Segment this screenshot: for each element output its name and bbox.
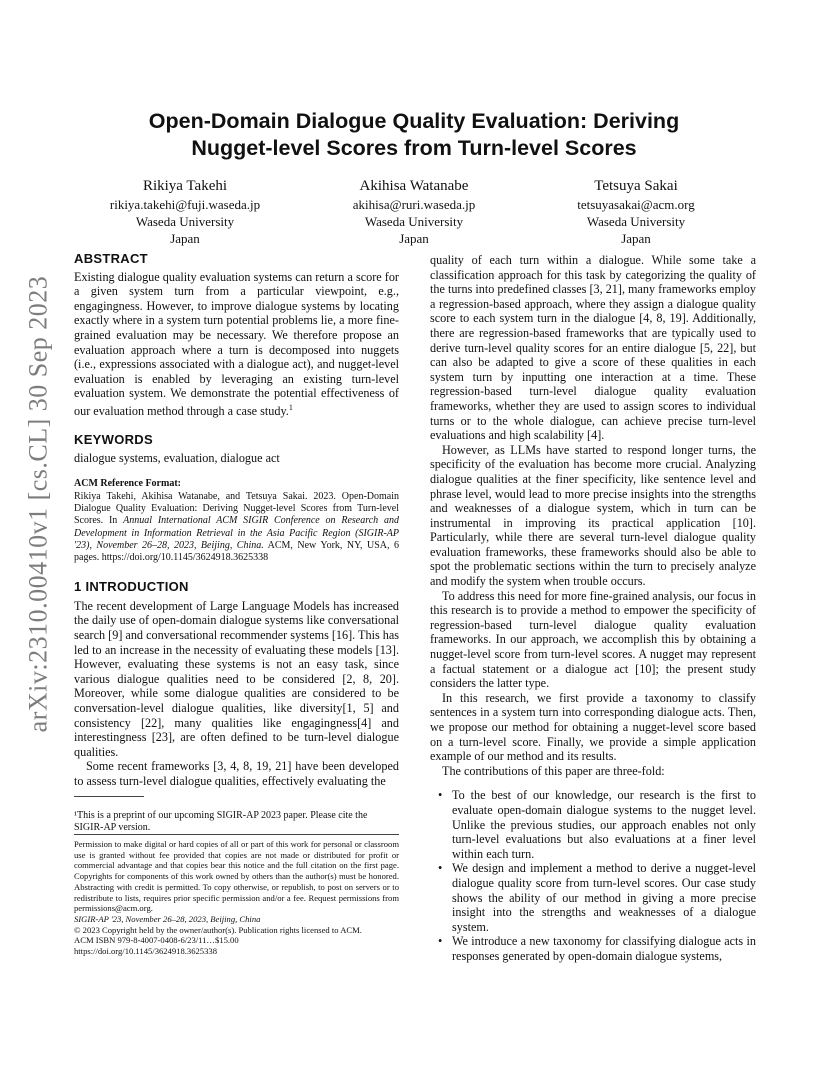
- title-line-1: Open-Domain Dialogue Quality Evaluation: Deriving: [148, 109, 680, 133]
- permission-conference: SIGIR-AP '23, November 26–28, 2023, Beijing, China: [74, 913, 261, 924]
- author-email: akihisa@ruri.waseda.jp: [352, 197, 476, 212]
- author-name: Tetsuya Sakai: [594, 178, 678, 194]
- list-item: • We introduce a new taxonomy for classifying dialogue acts in responses generated by open-domain dialogue systems,: [438, 934, 756, 963]
- permission-rule: [74, 834, 399, 835]
- footnote-text: ¹This is a preprint of our upcoming SIGIR-AP 2023 paper. Please cite the SIGIR-AP version.: [74, 810, 368, 834]
- contributions-list: [430, 788, 756, 963]
- author-block-3: [551, 176, 721, 247]
- bullet-icon: •: [438, 861, 443, 876]
- author-affiliation: Waseda University: [135, 214, 235, 229]
- author-country: Japan: [399, 231, 429, 246]
- author-name: Akihisa Watanabe: [359, 178, 469, 194]
- reference-format-heading: ACM Reference Format:: [74, 477, 181, 489]
- right-paragraph-4: In this research, we first provide a taxonomy to classify sentences in a system turn into corresponding dialogue acts. Then, we propose our method for obtaining a nugget-level score based on a turn-level score. Finally, we provide a simple application example of our method and its results.: [430, 690, 756, 764]
- title-line-2: Nugget-level Scores from Turn-level Scores: [191, 136, 637, 160]
- permission-doi: https://doi.org/10.1145/3624918.3625338: [74, 946, 217, 957]
- footnote-mark: 1: [288, 402, 293, 412]
- reference-format-text: Rikiya Takehi, Akihisa Watanabe, and Tetsuya Sakai. 2023. Open-Domain Dialogue Quality Evaluation: Deriving Nugget-level Scores from Turn-level Scores. In Annual International ACM SIGIR Conference on Research and Development in Information Retrieval in the Asia Pacific Region (SIGIR-AP '23), November 26–28, 2023, Beijing, China. ACM, New York, NY, USA, 6 pages. https://doi.org/10.1145/3624918.3625338: [74, 490, 400, 563]
- bullet-icon: •: [438, 788, 443, 803]
- author-block-2: [329, 176, 499, 247]
- permission-copyright: © 2023 Copyright held by the owner/author(s). Publication rights licensed to ACM.: [74, 924, 362, 935]
- list-item: • We design and implement a method to derive a nugget-level dialogue quality score from turn-level scores. Our case study shows the ability of our method in giving a more precise insight into the strengths and weaknesses of a dialogue system.: [438, 861, 756, 934]
- keywords-text: dialogue systems, evaluation, dialogue act: [74, 451, 280, 466]
- author-affiliation: Waseda University: [586, 214, 686, 229]
- permission-text: Permission to make digital or hard copies of all or part of this work for personal or classroom use is granted without fee provided that copies are not made or distributed for profit or commercial advantage and that copies bear this notice and the full citation on the first page. Copyrights for components of this work owned by others than the author(s) must be honored. Abstracting with credit is permitted. To copy otherwise, or republish, to post on servers or to redistribute to lists, requires prior specific permission and/or a fee. Request permissions from permissions@acm.org.: [74, 839, 399, 914]
- author-country: Japan: [621, 231, 651, 246]
- author-email: rikiya.takehi@fuji.waseda.jp: [109, 197, 261, 212]
- introduction-paragraph-1: The recent development of Large Language Models has increased the daily use of open-domain dialogue systems like conversational search [9] and conversational recommender systems [16]. This has led to an increase in the necessity of evaluating these models [13]. However, evaluating these systems is not an easy task, since various dialogue qualities need to be considered [2, 8, 20]. Moreover, while some dialogue qualities are considered to be conversation-level dialogue qualities, like diversity[1, 5] and consistency [22], many qualities like engagingness[4] and interestingness [23], are often defined to be turn-level dialogue qualities.: [74, 598, 400, 759]
- author-email: tetsuyasakai@acm.org: [577, 197, 695, 212]
- introduction-heading: 1 INTRODUCTION: [74, 579, 189, 595]
- author-name: Rikiya Takehi: [142, 178, 228, 194]
- footnote-rule: [74, 796, 144, 797]
- author-affiliation: Waseda University: [364, 214, 464, 229]
- arxiv-identifier: [8, 214, 68, 794]
- abstract-heading: ABSTRACT: [74, 251, 148, 266]
- permission-isbn: ACM ISBN 979-8-4007-0408-6/23/11…$15.00: [74, 935, 239, 946]
- right-paragraph-5: The contributions of this paper are three-fold:: [442, 763, 665, 778]
- introduction-paragraph-2: Some recent frameworks [3, 4, 8, 19, 21] have been developed to assess turn-level dialogue qualities, effectively evaluating the: [74, 759, 399, 788]
- author-block-1: [100, 176, 270, 247]
- right-paragraph-2: However, as LLMs have started to respond longer turns, the specificity of the evaluation has become more crucial. Analyzing dialogue qualities at the finer specificity, like sentence level and phrase level, would lead to more precise insights into the strengths and weaknesses of a dialogue system, which in turn can be instrumental in improving its practical application [10]. Particularly, while there are several turn-level dialogue quality evaluation frameworks, these frameworks should also be able to spot the problematic sections within the turn to precisely analyze and modify the system when trouble occurs.: [430, 442, 756, 589]
- left-column: [74, 252, 399, 789]
- permission-block: [74, 839, 399, 957]
- right-paragraph-3: To address this need for more fine-grained analysis, our focus in this research is to provide a method to empower the specificity of regression-based turn-level dialogue quality evaluation frameworks. In our approach, we accomplish this by obtaining a nugget-level score from turn-level scores. A nugget may represent a factual statement or a dialogue act [10]; the present study considers the latter type.: [430, 588, 756, 691]
- right-column: [430, 253, 756, 964]
- bullet-icon: •: [438, 934, 443, 949]
- right-paragraph-1: quality of each turn within a dialogue. While some take a classification approach for this task by categorizing the quality of the turns into predefined classes [3, 21], many frameworks employ a regression-based approach, where they assign a dialogue quality score to each system turn in the dialogue [4, 8, 19]. Additionally, there are regression-based frameworks that are typically used to derive turn-level quality scores for an entire dialogue [5, 22], but can also be adapted to give a score of these qualities in each system turn by inputting one interaction at a time. These regression-based turn-level dialogue quality evaluation frameworks, whether they are used to assign scores to individual turns or to the whole dialogue, can achieve precise turn-level evaluations and high scalability [4].: [430, 253, 756, 443]
- arxiv-identifier-text: arXiv:2310.00410v1 [cs.CL] 30 Sep 2023: [23, 275, 52, 733]
- abstract-text: Existing dialogue quality evaluation systems can return a score for a given system turn from a particular viewpoint, e.g., engagingness. However, to improve dialogue systems by locating exactly where in a system turn potential problems lie, a more fine-grained evaluation may be necessary. We therefore propose an evaluation approach where a turn is decomposed into nuggets (i.e., expressions associated with a dialogue act), and nugget-level evaluation is enabled by leveraging an existing turn-level evaluation system. We demonstrate the potential effectiveness of our evaluation method through a case study.$^1$: [74, 269, 399, 418]
- list-item: • To the best of our knowledge, our research is the first to evaluate open-domain dialogue systems to the nugget level. Unlike the previous studies, our approach enables not only turn-level evaluations but also evaluations at a finer level within each turn.: [438, 788, 756, 861]
- keywords-heading: KEYWORDS: [74, 431, 153, 447]
- author-country: Japan: [170, 231, 200, 246]
- paper-title: [74, 108, 754, 162]
